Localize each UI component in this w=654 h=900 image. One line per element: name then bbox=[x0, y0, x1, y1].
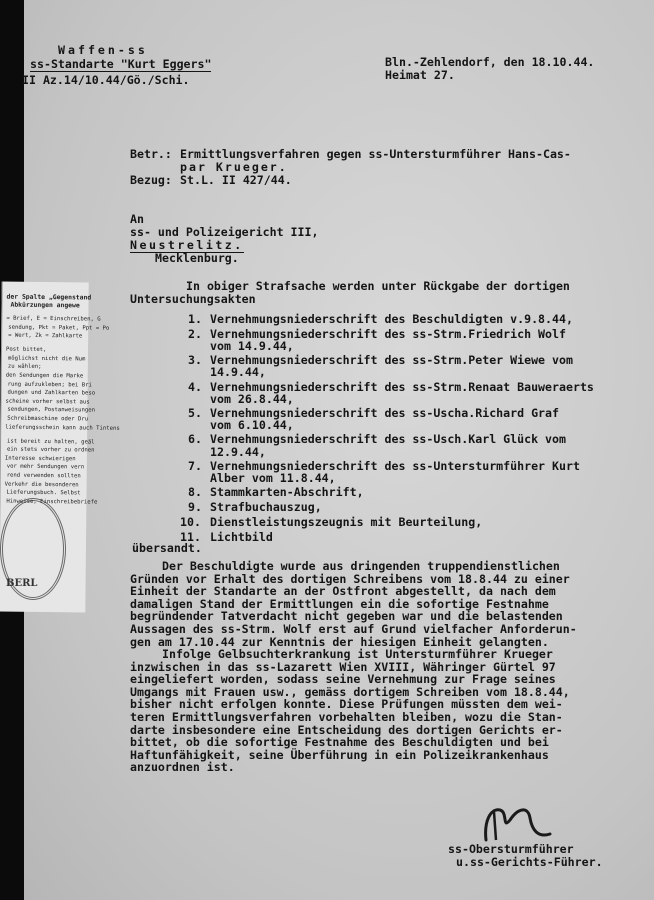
bezug-label: Bezug: bbox=[130, 173, 172, 187]
list-item-number: 11. bbox=[180, 529, 201, 544]
slip-line: Post bittet, bbox=[5, 346, 47, 354]
address: Heimat 27. bbox=[385, 68, 455, 82]
list-item-number: 10. bbox=[180, 514, 201, 529]
handwritten-signature bbox=[480, 800, 570, 846]
list-item-text: Vernehmungsniederschrift des ss-Usch.Karl Glück vom bbox=[210, 432, 566, 447]
unit-name: Waffen-ss bbox=[58, 43, 148, 57]
postmark-text: BERL bbox=[6, 578, 38, 589]
list-item-text: Lichtbild bbox=[210, 529, 273, 544]
uebersandt: übersandt. bbox=[132, 541, 202, 555]
intro-line-2: Untersuchungsakten bbox=[130, 292, 256, 306]
reference-number: II Az.14/10.44/Gö./Schi. bbox=[22, 73, 190, 87]
paragraph-line: Gründen vor Erhalt des dortigen Schreibens vom 18.8.44 zu einer bbox=[130, 571, 570, 586]
slip-heading-1: der Spalte „Gegenstand bbox=[6, 292, 92, 302]
slip-line: lieferungsschein kann auch Tintens bbox=[5, 424, 120, 432]
list-item-number: 3. bbox=[188, 353, 202, 368]
unit-standarte: ss-Standarte "Kurt Eggers" bbox=[30, 57, 212, 71]
slip-line: möglichst nicht die Num bbox=[7, 355, 86, 363]
list-item-number: 1. bbox=[188, 312, 202, 326]
list-item-text: Vernehmungsniederschrift des Beschuldigten v.9.8.44, bbox=[210, 312, 573, 326]
paragraph-line: bittet, ob die sofortige Festnahme des Beschuldigten und bei bbox=[130, 735, 549, 750]
paragraph-line: anzuordnen ist. bbox=[130, 760, 235, 775]
list-item-number: 8. bbox=[188, 485, 202, 500]
recipient-court: ss- und Polizeigericht III, bbox=[130, 225, 319, 239]
paragraph-line: eingeliefert worden, sodass seine Vernehmung zur Frage seines bbox=[130, 672, 556, 687]
list-item-text: Vernehmungsniederschrift des ss-Strm.Peter Wiewe vom bbox=[210, 353, 573, 368]
signature-title: u.ss-Gerichts-Führer. bbox=[456, 855, 603, 869]
signature-rank: ss-Obersturmführer bbox=[448, 842, 574, 856]
slip-line: = Wert, Zk = Zahlkarte bbox=[8, 332, 83, 340]
list-item-number: 7. bbox=[188, 458, 202, 473]
paragraph-line: Infolge Gelbsuchterkrankung ist Untersturmführer Krueger bbox=[162, 647, 553, 661]
paragraph-line: darte insbesondere eine Entscheidung des dortigen Gerichts er- bbox=[130, 722, 563, 737]
betr-line-2: par Krueger. bbox=[180, 160, 288, 174]
list-item-number: 9. bbox=[188, 500, 202, 514]
intro-line-1: In obiger Strafsache werden unter Rückgabe der dortigen bbox=[186, 279, 570, 293]
list-item-text: vom 14.9.44, bbox=[210, 339, 294, 353]
slip-heading-2: Abkürzungen angewe bbox=[10, 300, 80, 310]
betr-label: Betr.: bbox=[130, 147, 172, 161]
paragraph-line: Der Beschuldigte wurde aus dringenden truppendienstlichen bbox=[162, 559, 560, 573]
list-item-number: 5. bbox=[188, 406, 202, 420]
slip-line: rend verwenden sollten bbox=[6, 472, 81, 480]
paragraph-line: Haftunfähigkeit, seine Überführung in ein Polizeikrankenhaus bbox=[130, 747, 549, 762]
list-item-text: Vernehmungsniederschrift des ss-Uscha.Richard Graf bbox=[210, 406, 560, 420]
slip-line: rung aufzukleben; bei Bri bbox=[7, 381, 92, 389]
slip-line: den Sendungen die Marke bbox=[5, 372, 84, 380]
paragraph-line: teren Ermittlungsverfahren vorbehalten bleiben, wozu die Stan- bbox=[130, 710, 563, 724]
slip-line: scheine vorher selbst aus bbox=[5, 398, 90, 406]
slip-line: ein stets vorher zu ordnen bbox=[6, 446, 95, 454]
list-item-text: Vernehmungsniederschrift des ss-Strm.Renaat Bauweraerts bbox=[210, 379, 594, 394]
list-item-text: Vernehmungsniederschrift des ss-Strm.Friedrich Wolf bbox=[210, 326, 566, 341]
list-item-text: Strafbuchauszug, bbox=[210, 500, 322, 514]
list-item-number: 2. bbox=[188, 326, 202, 341]
paragraph-line: Aussagen des ss-Strm. Wolf erst auf Grund vielfacher Anforderun- bbox=[130, 622, 577, 636]
paragraph-line: Umgangs mit Frauen usw., gemäss dortigem Schreiben vom 18.8.44, bbox=[130, 684, 570, 699]
slip-line: ist bereit zu halten, geäl bbox=[7, 438, 95, 446]
slip-line: Schreibmaschine oder Dru bbox=[7, 415, 89, 423]
paragraph-line: Einheit der Standarte an der Ostfront abgestellt, da nach dem bbox=[130, 584, 556, 599]
paragraph-line: gen am 17.10.44 zur Kenntnis der hiesigen Einheit gelangten. bbox=[130, 634, 549, 649]
slip-line: zu wählen; bbox=[7, 364, 42, 371]
list-item-text: Dienstleistungszeugnis mit Beurteilung, bbox=[210, 514, 483, 529]
paragraph-line: begründender Tatverdacht nicht gegeben war und die belastenden bbox=[130, 609, 563, 624]
bezug-value: St.L. II 427/44. bbox=[180, 173, 292, 187]
slip-line: sendungen, Postanweisungen bbox=[7, 407, 95, 414]
recipient-an: An bbox=[130, 212, 144, 226]
slip-line: = Brief, E = Einschreiben, G bbox=[6, 315, 101, 323]
letter-page bbox=[24, 0, 654, 900]
slip-line: sendung, Pkt = Paket, Ppt = Po bbox=[8, 324, 110, 332]
list-item-number: 6. bbox=[188, 432, 202, 447]
slip-line: vor mehr Sendungen vern bbox=[6, 464, 85, 471]
list-item-number: 4. bbox=[188, 379, 202, 394]
list-item-text: Alber vom 11.8.44, bbox=[210, 471, 336, 485]
list-item-text: 14.9.44, bbox=[210, 365, 266, 380]
slip-line: Hinweise, Einschreibebriefe bbox=[6, 498, 98, 506]
betr-line-1: Ermittlungsverfahren gegen ss-Untersturmführer Hans-Cas- bbox=[180, 147, 571, 161]
slip-line: dungen und Zahlkarten beso bbox=[7, 389, 96, 397]
list-item-text: Stammkarten-Abschrift, bbox=[210, 485, 364, 500]
list-item-text: 12.9.44, bbox=[210, 444, 266, 459]
slip-line: Interesse schwierigen bbox=[4, 455, 76, 463]
list-item-text: vom 26.8.44, bbox=[210, 391, 294, 406]
paragraph-line: bisher nicht erfolgen konnte. Diese Prüfungen müssten dem wei- bbox=[130, 697, 563, 712]
list-item-text: Vernehmungsniederschrift des ss-Untersturmführer Kurt bbox=[210, 458, 580, 473]
recipient-region: Mecklenburg. bbox=[155, 251, 239, 265]
recipient-city: Neustrelitz. bbox=[130, 238, 244, 252]
list-item-text: vom 6.10.44, bbox=[210, 418, 294, 433]
place-date: Bln.-Zehlendorf, den 18.10.44. bbox=[385, 55, 595, 69]
paragraph-line: damaligen Stand der Ermittlungen ein die sofortige Festnahme bbox=[130, 596, 549, 611]
slip-line: Lieferungsbuch. Selbst bbox=[6, 489, 81, 497]
slip-line: Verkehr die besonderen bbox=[4, 481, 79, 488]
paragraph-line: inzwischen in das ss-Lazarett Wien XVIII, Währinger Gürtel 97 bbox=[130, 659, 556, 674]
